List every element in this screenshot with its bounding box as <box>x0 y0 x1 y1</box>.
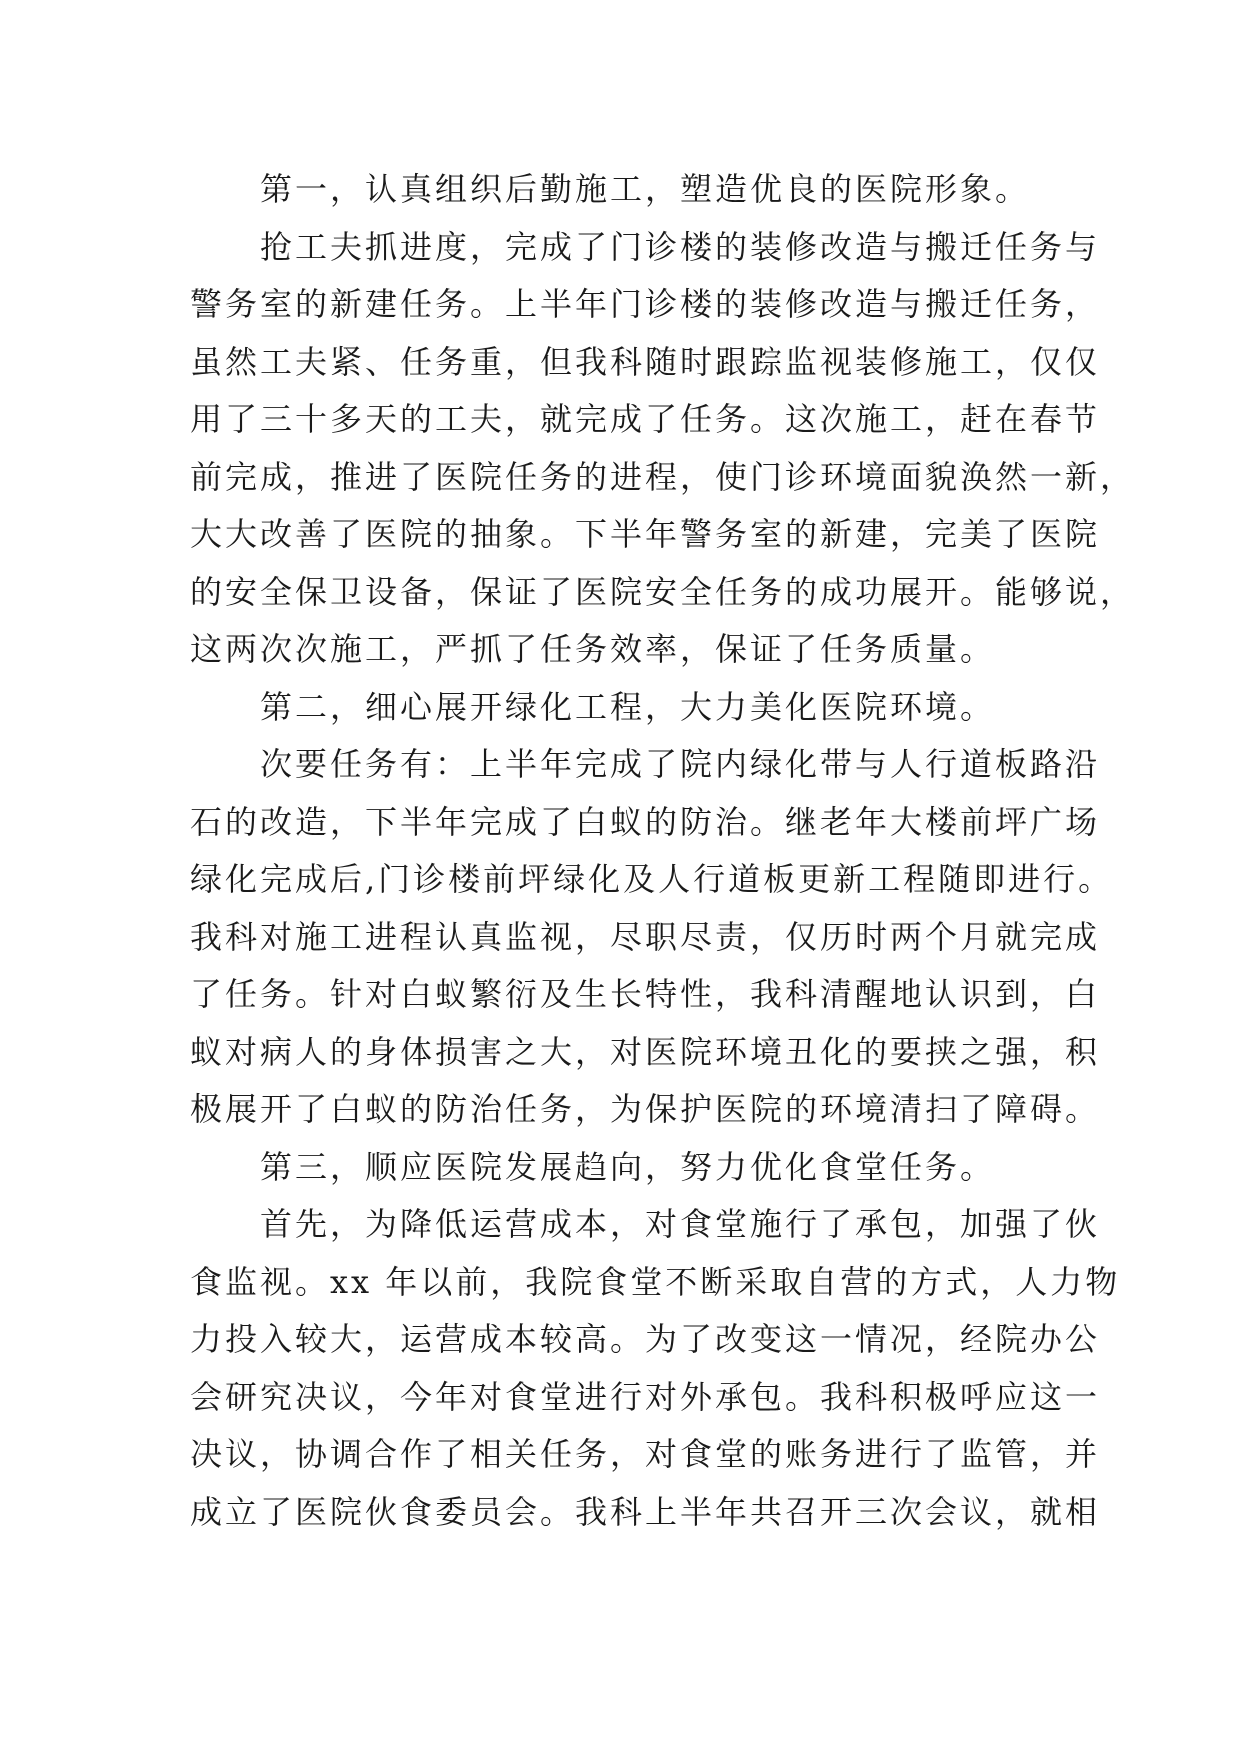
paragraph-line: 警务室的新建任务。上半年门诊楼的装修改造与搬迁任务， <box>190 285 1101 323</box>
section-heading-2: 第二，细心展开绿化工程，大力美化医院环境。 <box>260 687 996 726</box>
paragraph-line: 石的改造，下半年完成了白蚁的防治。继老年大楼前坪广场 <box>190 802 1101 841</box>
paragraph-line: 力投入较大，运营成本较高。为了改变这一情况，经院办公 <box>190 1320 1101 1358</box>
paragraph-line: 决议，协调合作了相关任务，对食堂的账务进行了监管，并 <box>190 1435 1101 1473</box>
paragraph-line: 的安全保卫设备，保证了医院安全任务的成功展开。能够说， <box>190 572 1136 611</box>
paragraph-line: 这两次次施工，严抓了任务效率，保证了任务质量。 <box>190 630 996 668</box>
section-heading-3: 第三，顺应医院发展趋向，努力优化食堂任务。 <box>260 1147 996 1186</box>
paragraph-line: 绿化完成后,门诊楼前坪绿化及人行道板更新工程随即进行。 <box>190 860 1114 898</box>
document-body <box>190 161 1136 1541</box>
paragraph-line: 次要任务有：上半年完成了院内绿化带与人行道板路沿 <box>260 745 1101 783</box>
paragraph-line: 极展开了白蚁的防治任务，为保护医院的环境清扫了障碍。 <box>190 1090 1101 1128</box>
paragraph-line: 大大改善了医院的抽象。下半年警务室的新建，完美了医院 <box>190 515 1101 553</box>
paragraph-line: 抢工夫抓进度，完成了门诊楼的装修改造与搬迁任务与 <box>260 227 1101 266</box>
paragraph-line: 我科对施工进程认真监视，尽职尽责，仅历时两个月就完成 <box>190 917 1101 956</box>
paragraph-line: 前完成，推进了医院任务的进程，使门诊环境面貌涣然一新， <box>190 457 1136 496</box>
paragraph-line: 了任务。针对白蚁繁衍及生长特性，我科清醒地认识到，白 <box>190 975 1101 1013</box>
paragraph-line: 用了三十多天的工夫，就完成了任务。这次施工，赶在春节 <box>190 400 1101 438</box>
paragraph-line: 首先，为降低运营成本，对食堂施行了承包，加强了伙 <box>260 1205 1101 1243</box>
paragraph-line: 蚁对病人的身体损害之大，对医院环境丑化的要挟之强，积 <box>190 1032 1101 1071</box>
paragraph-line: 虽然工夫紧、任务重，但我科随时跟踪监视装修施工，仅仅 <box>190 342 1101 381</box>
paragraph-line: 会研究决议，今年对食堂进行对外承包。我科积极呼应这一 <box>190 1377 1101 1416</box>
section-heading-1: 第一，认真组织后勤施工，塑造优良的医院形象。 <box>260 170 1031 208</box>
paragraph-line: 食监视。xx 年以前，我院食堂不断采取自营的方式，人力物 <box>190 1262 1121 1301</box>
paragraph-line: 成立了医院伙食委员会。我科上半年共召开三次会议，就相 <box>190 1492 1101 1531</box>
